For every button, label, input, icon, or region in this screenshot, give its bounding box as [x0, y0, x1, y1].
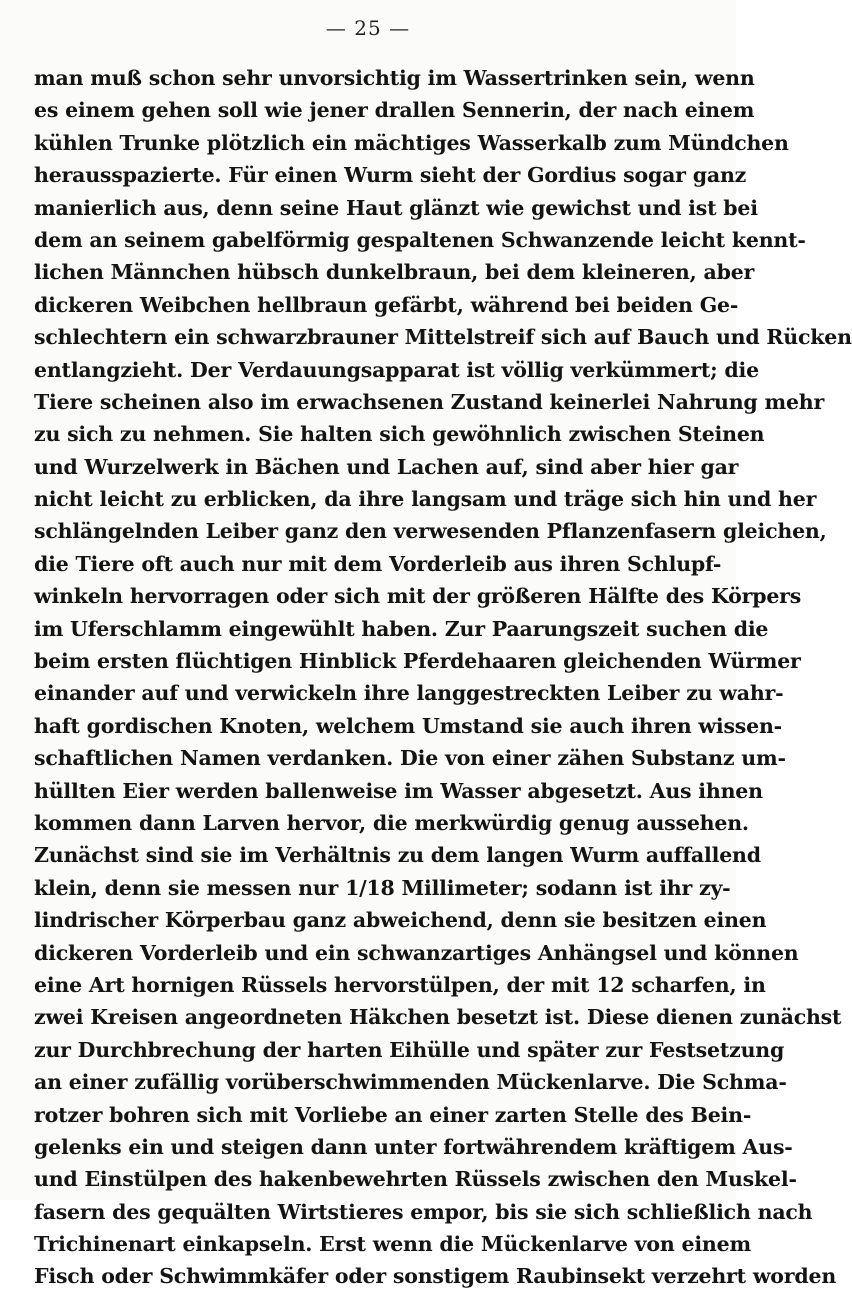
text-line: schlängelnden Leiber ganz den verwesenden Pflanzenfasern gleichen, — [34, 519, 827, 544]
text-line: im Uferschlamm eingewühlt haben. Zur Paarungszeit suchen die — [34, 616, 769, 641]
text-line: man muß schon sehr unvorsichtig im Wassertrinken sein, wenn — [34, 66, 755, 90]
body-text — [34, 62, 852, 1293]
text-line: fasern des gequälten Wirtstieres empor, bis sie sich schließlich nach — [34, 1199, 813, 1224]
text-line: Trichinenart einkapseln. Erst wenn die Mückenlarve von einem — [34, 1232, 751, 1257]
text-line: Zunächst sind sie im Verhältnis zu dem langen Wurm auffallend — [34, 843, 761, 868]
text-line: kommen dann Larven hervor, die merkwürdig genug aussehen. — [34, 810, 749, 835]
text-line: klein, denn sie messen nur 1/18 Millimeter; sodann ist ihr zy- — [34, 875, 731, 900]
text-line: es einem gehen soll wie jener drallen Sennerin, der nach einem — [34, 98, 755, 123]
text-line: manierlich aus, denn seine Haut glänzt wie gewichst und ist bei — [34, 195, 758, 220]
text-line: winkeln hervorragen oder sich mit der größeren Hälfte des Körpers — [34, 584, 802, 609]
text-line: rotzer bohren sich mit Vorliebe an einer zarten Stelle des Bein- — [34, 1102, 752, 1127]
text-line: eine Art hornigen Rüssels hervorstülpen, der mit 12 scharfen, in — [34, 972, 766, 997]
text-line: nicht leicht zu erblicken, da ihre langsam und träge sich hin und her — [34, 487, 817, 512]
text-line: die Tiere oft auch nur mit dem Vorderleib aus ihren Schlupf- — [34, 551, 722, 576]
text-line: lichen Männchen hübsch dunkelbraun, bei dem kleineren, aber — [34, 260, 755, 285]
text-line: Fisch oder Schwimmkäfer oder sonstigem Raubinsekt verzehrt worden — [34, 1264, 837, 1289]
text-line: dickeren Vorderleib und ein schwanzartiges Anhängsel und können — [34, 940, 799, 965]
text-line: haft gordischen Knoten, welchem Umstand sie auch ihren wissen- — [34, 713, 782, 738]
text-line: gelenks ein und steigen dann unter fortwährendem kräftigem Aus- — [34, 1134, 793, 1159]
text-line: zwei Kreisen angeordneten Häkchen besetzt ist. Diese dienen zunächst — [34, 1005, 842, 1030]
text-line: und Einstülpen des hakenbewehrten Rüssels zwischen den Muskel- — [34, 1167, 797, 1192]
text-line: Tiere scheinen also im erwachsenen Zustand keinerlei Nahrung mehr — [34, 389, 825, 414]
text-line: zur Durchbrechung der harten Eihülle und später zur Festsetzung — [34, 1037, 785, 1062]
text-line: dem an seinem gabelförmig gespaltenen Schwanzende leicht kennt- — [34, 227, 806, 252]
page-number: — 25 — — [325, 16, 411, 40]
text-line: zu sich zu nehmen. Sie halten sich gewöhnlich zwischen Steinen — [34, 422, 765, 447]
text-line: schlechtern ein schwarzbrauner Mittelstreif sich auf Bauch und Rücken — [34, 325, 852, 350]
text-line: kühlen Trunke plötzlich ein mächtiges Wasserkalb zum Mündchen — [34, 130, 789, 155]
text-line: beim ersten flüchtigen Hinblick Pferdehaaren gleichenden Würmer — [34, 649, 801, 674]
text-line: an einer zufällig vorüberschwimmenden Mückenlarve. Die Schma- — [34, 1070, 787, 1095]
text-line: dickeren Weibchen hellbraun gefärbt, während bei beiden Ge- — [34, 292, 739, 317]
text-line: lindrischer Körperbau ganz abweichend, denn sie besitzen einen — [34, 908, 767, 933]
text-line: herausspazierte. Für einen Wurm sieht der Gordius sogar ganz — [34, 163, 747, 188]
text-line: entlangzieht. Der Verdauungsapparat ist völlig verkümmert; die — [34, 357, 759, 382]
text-line: hüllten Eier werden ballenweise im Wasser abgesetzt. Aus ihnen — [34, 778, 763, 803]
text-line: schaftlichen Namen verdanken. Die von einer zähen Substanz um- — [34, 746, 786, 771]
text-line: und Wurzelwerk in Bächen und Lachen auf, sind aber hier gar — [34, 454, 739, 479]
text-line: einander auf und verwickeln ihre langgestreckten Leiber zu wahr- — [34, 681, 784, 706]
